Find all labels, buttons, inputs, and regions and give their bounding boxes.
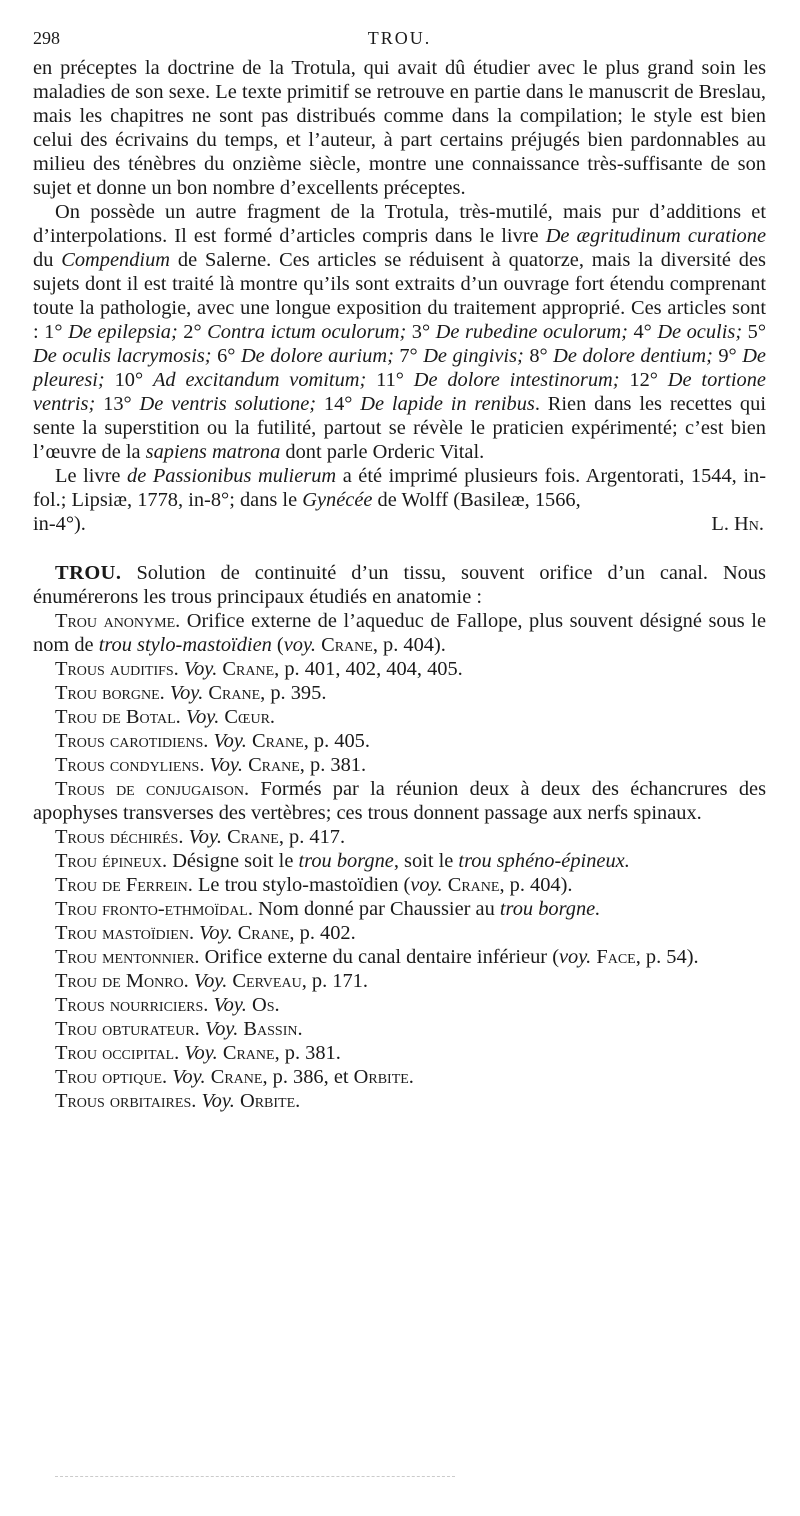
article-title: De ventris solutione; — [139, 393, 324, 415]
cross-reference: Crane — [447, 874, 500, 896]
article-title: De rubedine oculorum; — [435, 321, 634, 343]
ordinal: 8° — [529, 345, 554, 367]
entry-trou-anonyme — [33, 609, 766, 657]
cross-reference: Orbite. — [239, 1090, 301, 1112]
ordinal: 14° — [323, 393, 361, 415]
entry-trous-auditifs — [33, 657, 766, 681]
ordinal: 13° — [103, 393, 140, 415]
entry-term: Trous de conjugaison. — [55, 778, 250, 800]
cross-reference: Face — [596, 946, 636, 968]
cross-reference: Crane — [227, 826, 279, 848]
entry-term: Trous nourriciers. — [55, 994, 209, 1016]
entry-text: , p. 54). — [635, 946, 699, 968]
article-title: De lapide in renibus — [360, 393, 535, 415]
ordinal: 2° — [183, 321, 208, 343]
voy: Voy. — [169, 682, 204, 704]
paragraph-text: dont parle Orderic Vital. — [280, 441, 485, 463]
entry-trou-obturateur — [33, 1017, 766, 1041]
voy: Voy. — [188, 826, 222, 848]
article-title: De gingivis; — [423, 345, 530, 367]
ordinal: 5° — [747, 321, 766, 343]
entry-trou-de-botal — [33, 705, 766, 729]
paragraph-text: en préceptes la doctrine de la Trotula, qui avait dû étudier avec le plus grand soin les maladies de son sexe. Le texte primitif se retrouve en partie dans le manuscrit de Breslau, mais les chapitres ne sont pas distribués comme dans la compilation; le style est bien celui des écrivains du temps, et l’auteur, à part certains préjugés bien pardonnables au milieu des ténèbres du onzième siècle, montre une connaissance très-suffisante de son sujet et donne un bon nombre d’excellents préceptes. — [33, 57, 766, 199]
article-title: De dolore aurium; — [240, 345, 400, 367]
entry-text: , soit le — [393, 850, 459, 872]
entry-trous-nourriciers — [33, 993, 766, 1017]
entry-trou-mastoidien — [33, 921, 766, 945]
entry-text: Orifice externe du canal dentaire inférieur ( — [199, 946, 559, 968]
entry-term: Trou fronto-ethmoïdal. — [55, 898, 253, 920]
entry-italic: trou borgne — [298, 850, 394, 872]
cross-reference: Bassin. — [243, 1018, 303, 1040]
voy: voy. — [558, 946, 592, 968]
article-title: De epilepsia; — [68, 321, 184, 343]
voy: Voy. — [185, 706, 220, 728]
entry-trous-condyliens — [33, 753, 766, 777]
page-reference: , p. 405. — [303, 730, 370, 752]
entry-text: Orifice externe de l’aqueduc de Fallope, plus souvent désigné sous le nom de — [33, 610, 766, 656]
entry-term: Trou borgne. — [55, 682, 165, 704]
ordinal: 4° — [633, 321, 658, 343]
entry-trou-de-ferrein — [33, 873, 766, 897]
cross-reference: Os. — [251, 994, 280, 1016]
voy: Voy. — [183, 658, 218, 680]
entry-trou-occipital — [33, 1041, 766, 1065]
book-title: Gynécée — [302, 489, 373, 511]
page-reference: , p. 395. — [260, 682, 327, 704]
entry-trou-fronto-ethmoidal — [33, 897, 766, 921]
page-reference: , p. 417. — [278, 826, 346, 848]
cross-reference: Crane — [251, 730, 304, 752]
entry-italic: trou borgne. — [499, 898, 601, 920]
voy: Voy. — [172, 1066, 206, 1088]
latin-title: Compendium — [61, 249, 171, 271]
entry-term: Trou obturateur. — [55, 1018, 200, 1040]
paragraph-text: On possède un autre fragment de la Trotula, très-mutilé, mais pur d’additions et d’interpolations. Il est formé d’articles compris dans le livre — [33, 201, 766, 247]
cross-reference: Crane — [248, 754, 300, 776]
voy: Voy. — [213, 730, 247, 752]
entry-term: Trou anonyme. — [55, 610, 181, 632]
bleed-through-rule — [55, 1476, 455, 1478]
paragraph-text: in-4°). — [33, 513, 86, 535]
article-title: De oculis lacrymosis; — [33, 345, 218, 367]
entry-text: Formés par la réunion deux à deux des échancrures des apophyses transverses des vertèbres; ces trous donnent passage aux nerfs spinaux. — [33, 778, 767, 824]
signature-line — [33, 512, 766, 536]
entry-trous-de-conjugaison — [33, 777, 766, 825]
entry-term: Trous déchirés. — [55, 826, 184, 848]
entry-term: Trou de Ferrein. — [55, 874, 193, 896]
article-title: De dolore intestinorum; — [413, 369, 630, 391]
ordinal: 12° — [629, 369, 668, 391]
entry-trous-carotidiens — [33, 729, 766, 753]
paragraph-text: de Salerne. Ces articles se réduisent à quatorze, mais la diversité des sujets dont il est traité là montre qu’ils sont extraits d’un ouvrage fort étendu comprenant toute la pathologie, avec une longue exposition du traitement approprié. Ces articles sont : 1° — [33, 249, 766, 343]
article-title: Ad excitandum vomitum; — [152, 369, 377, 391]
voy: Voy. — [209, 754, 243, 776]
entry-text: ( — [271, 634, 284, 656]
running-title: TROU. — [367, 28, 432, 48]
entry-italic: trou stylo-mastoïdien — [98, 634, 272, 656]
paragraph-text: du — [33, 249, 62, 271]
ordinal: 6° — [217, 345, 241, 367]
page-reference: , p. 381. — [274, 1042, 341, 1064]
entry-text: Nom donné par Chaussier au — [252, 898, 500, 920]
entry-term: Trou épineux. — [55, 850, 168, 872]
voy: Voy. — [201, 1090, 235, 1112]
cross-reference: Crane — [222, 658, 275, 680]
cross-reference: Crane — [321, 634, 373, 656]
page-reference: , p. 401, 402, 404, 405. — [274, 658, 463, 680]
cross-reference: Crane — [237, 922, 290, 944]
latin-title: De ægritudinum curatione — [545, 225, 766, 247]
ordinal: 10° — [114, 369, 153, 391]
entry-trou-borgne — [33, 681, 766, 705]
cross-reference: Orbite. — [353, 1066, 414, 1088]
entry-trou-de-monro — [33, 969, 766, 993]
article-title: De dolore dentium; — [553, 345, 719, 367]
entry-term: Trou optique. — [55, 1066, 168, 1088]
entry-term: Trou de Botal. — [55, 706, 181, 728]
paragraph-text: Le livre — [55, 465, 128, 487]
voy: Voy. — [204, 1018, 239, 1040]
paragraph-text: a été imprimé plusieurs fois. Argentorati, 1544, in-fol.; Lipsiæ, 1778, in-8°; dans le — [33, 465, 766, 511]
article-title: De oculis; — [657, 321, 748, 343]
entry-trou-epineux — [33, 849, 766, 873]
article-title: De tortione ventris; — [33, 369, 766, 415]
paragraph-text: de Wolff (Basileæ, 1566, — [372, 489, 581, 511]
entry-term: Trous auditifs. — [55, 658, 179, 680]
voy: voy. — [283, 634, 316, 656]
entry-text: , p. 404). — [372, 634, 446, 656]
ordinal: 7° — [399, 345, 424, 367]
page-reference: , p. 386, et — [262, 1066, 354, 1088]
entry-italic: trou sphéno-épineux. — [458, 850, 630, 872]
voy: Voy. — [184, 1042, 218, 1064]
paragraph-trotula-fragment — [33, 200, 766, 464]
latin-phrase: sapiens matrona — [145, 441, 281, 463]
ordinal: 3° — [411, 321, 436, 343]
section-gap — [33, 536, 766, 561]
entry-text: Le trou stylo-mastoïdien ( — [192, 874, 411, 896]
page-number: 298 — [33, 28, 60, 48]
page-reference: , p. 381. — [299, 754, 367, 776]
entry-trous-dechires — [33, 825, 766, 849]
entry-term: Trous orbitaires. — [55, 1090, 197, 1112]
page-reference: , p. 171. — [301, 970, 368, 992]
voy: Voy. — [193, 970, 228, 992]
cross-reference: Cœur. — [224, 706, 276, 728]
paragraph-text: . Rien dans les recettes qui sente la superstition ou la futilité, partout se révèle le praticien expérimenté; c’est bien l’œuvre de la — [33, 393, 766, 463]
entry-trous-orbitaires — [33, 1089, 766, 1113]
paragraph-trotula-doctrine — [33, 56, 766, 200]
entry-term: Trous carotidiens. — [55, 730, 209, 752]
ordinal: 11° — [376, 369, 414, 391]
article-intro-text: Solution de continuité d’un tissu, souvent orifice d’un canal. Nous énumérerons les trous principaux étudiés en anatomie : — [33, 562, 766, 608]
headword: TROU. — [55, 562, 122, 584]
page-reference: , p. 402. — [289, 922, 356, 944]
entry-term: Trou mastoïdien. — [55, 922, 195, 944]
page — [33, 28, 766, 1113]
voy: Voy. — [213, 994, 247, 1016]
entry-trou-mentonnier — [33, 945, 766, 969]
author-signature: L. Hn. — [711, 513, 764, 535]
entry-term: Trou occipital. — [55, 1042, 180, 1064]
voy: Voy. — [199, 922, 233, 944]
ordinal: 9° — [718, 345, 743, 367]
running-head — [33, 28, 766, 56]
cross-reference: Crane — [210, 1066, 263, 1088]
latin-title: de Passionibus mulierum — [127, 465, 337, 487]
cross-reference: Crane — [208, 682, 261, 704]
cross-reference: Cerveau — [232, 970, 302, 992]
entry-trou-optique — [33, 1065, 766, 1089]
entry-text: , p. 404). — [499, 874, 573, 896]
entry-term: Trous condyliens. — [55, 754, 205, 776]
voy: voy. — [410, 874, 443, 896]
entry-text: Désigne soit le — [167, 850, 299, 872]
article-title: Contra ictum oculorum; — [207, 321, 412, 343]
entry-term: Trou mentonnier. — [55, 946, 200, 968]
paragraph-editions — [33, 464, 766, 512]
cross-reference: Crane — [222, 1042, 275, 1064]
article-title: De pleuresi; — [33, 345, 766, 391]
entry-term: Trou de Monro. — [55, 970, 189, 992]
article-intro — [33, 561, 766, 609]
